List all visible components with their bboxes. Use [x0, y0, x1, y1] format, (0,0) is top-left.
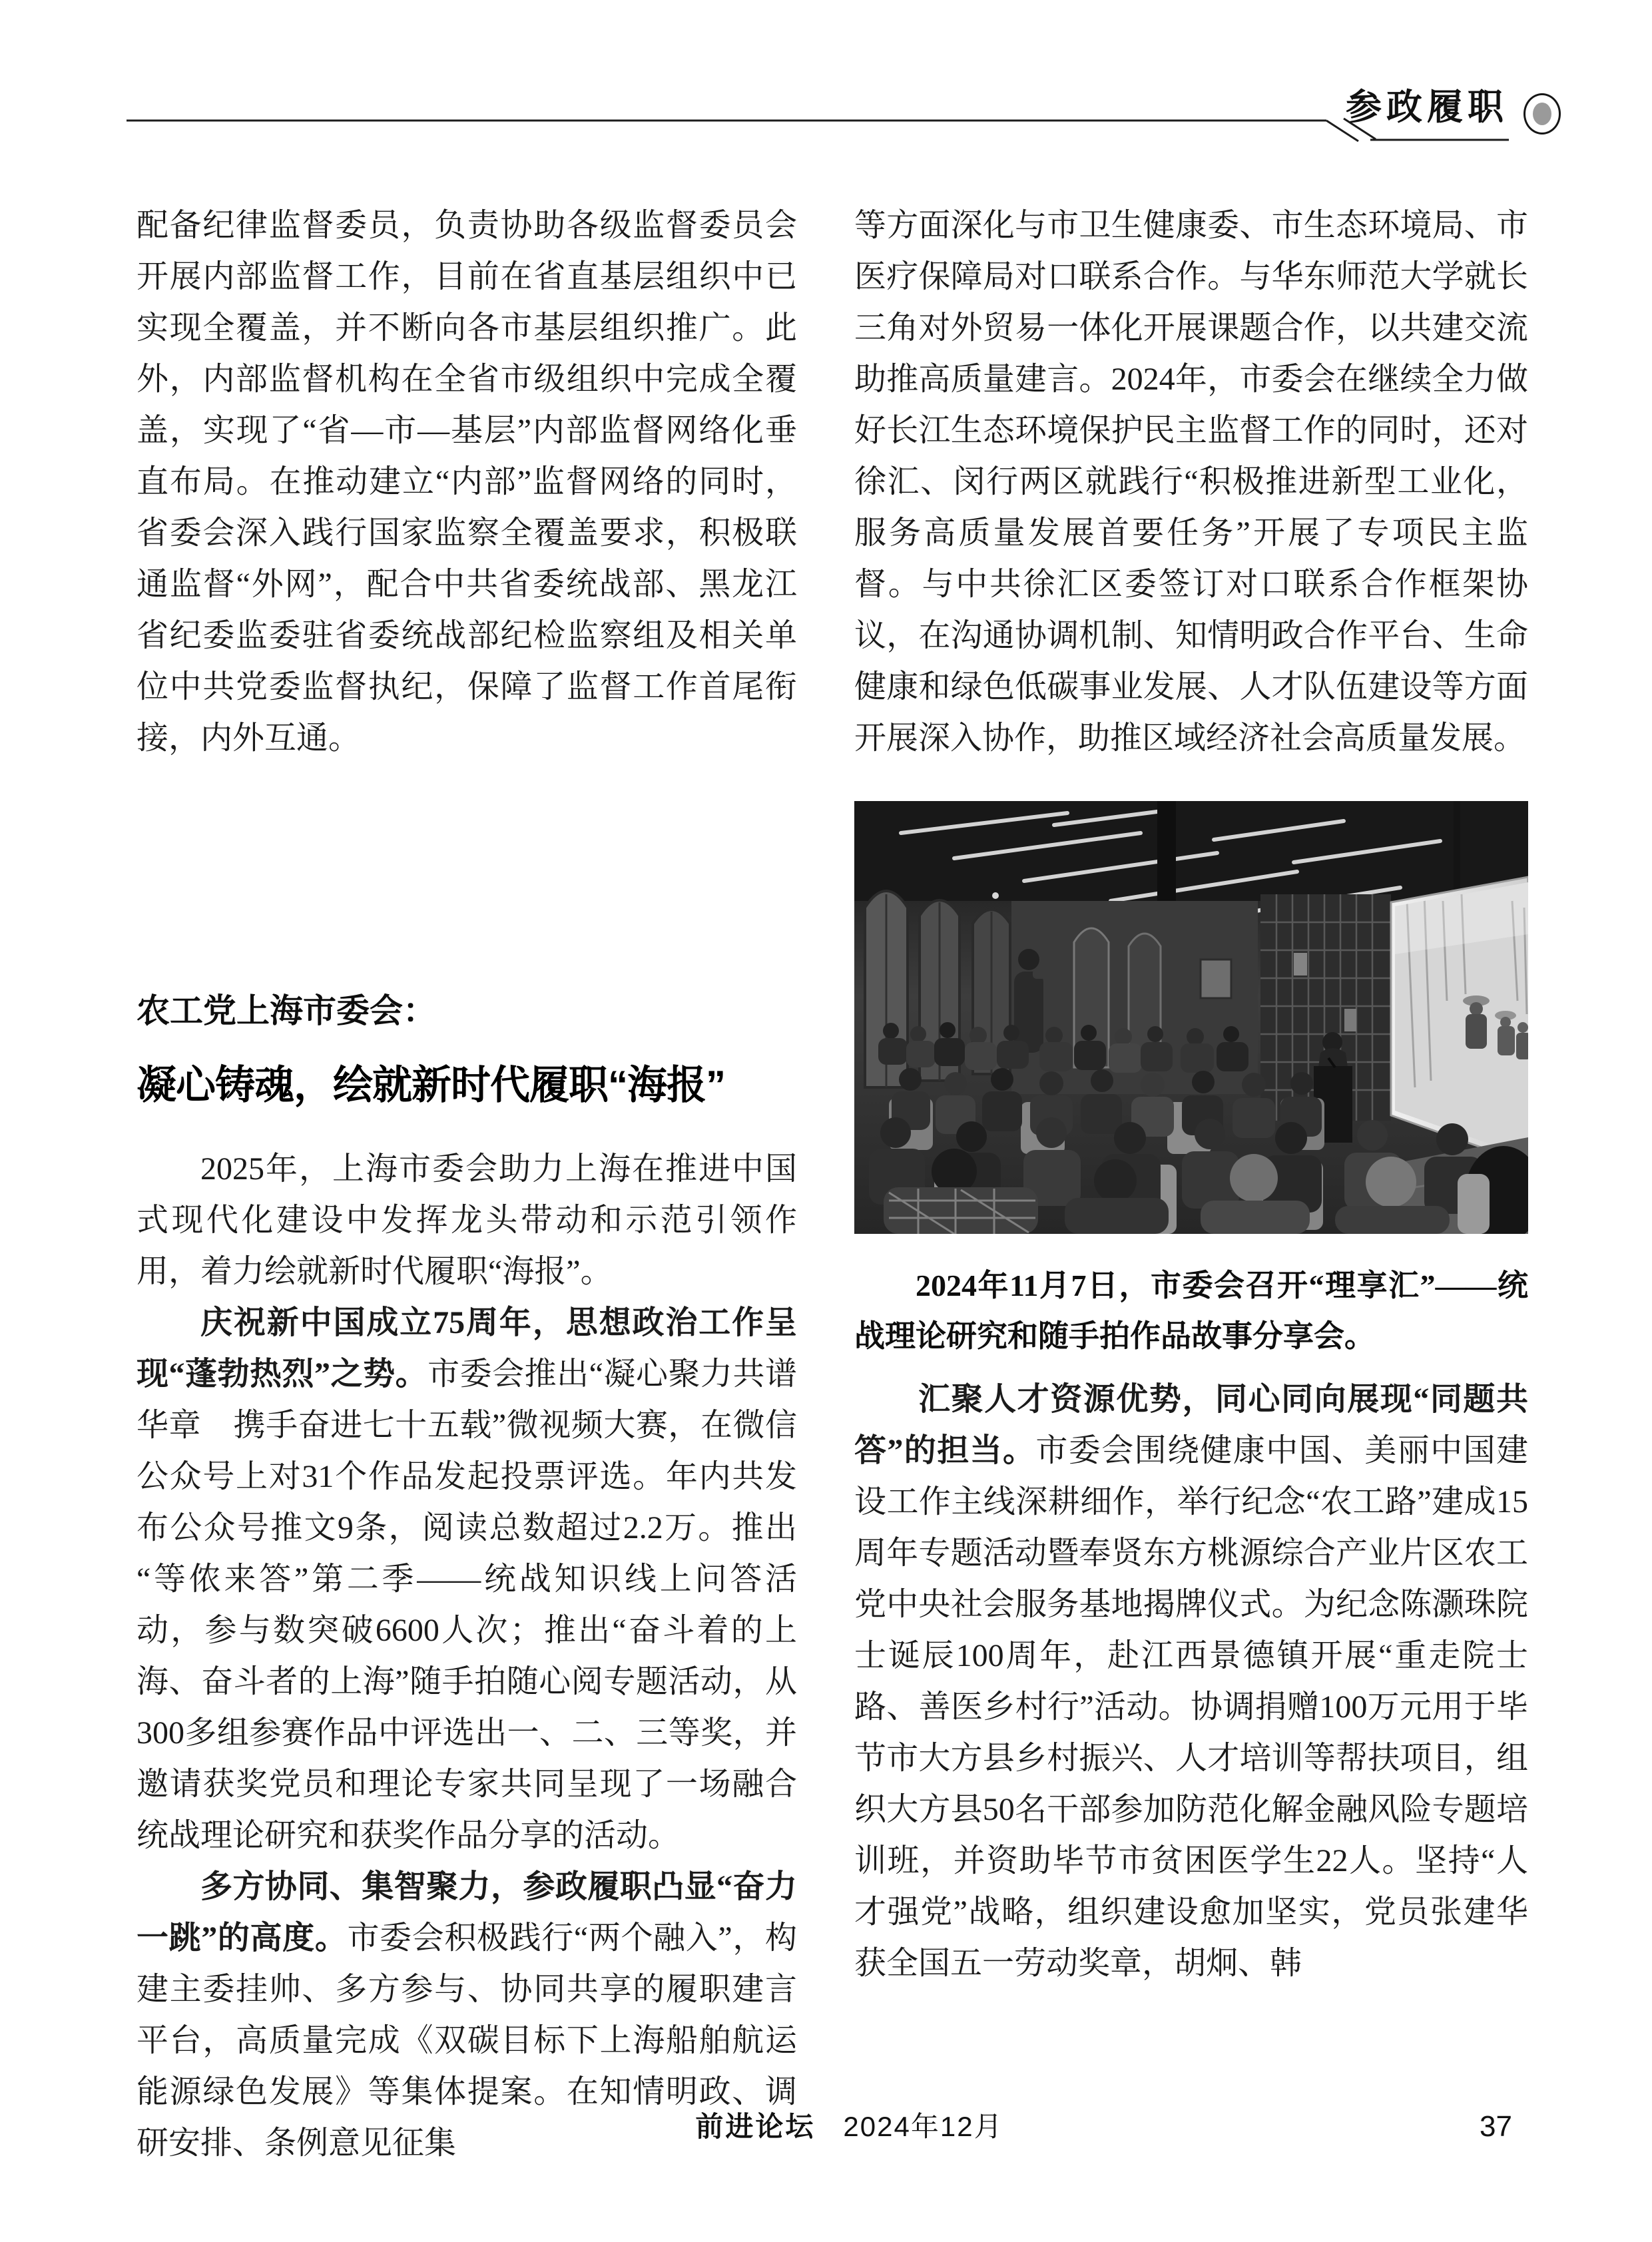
- paragraph-bold-lead: 多方协同、集智聚力，参政履职凸显“奋力一跳”的高度。: [137, 1869, 797, 1956]
- right-column: [854, 200, 1528, 1989]
- page-footer: [0, 2109, 1652, 2144]
- paragraph-bold-lead: 庆祝新中国成立75周年，思想政治工作呈现“蓬勃热烈”之势。: [137, 1305, 797, 1392]
- paragraph-thought-work: [137, 1297, 797, 1861]
- photo-caption: 2024年11月7日，市委会召开“理享汇”——统战理论研究和随手拍作品故事分享会。: [854, 1268, 1528, 1353]
- section-bullet-icon: [1523, 93, 1561, 135]
- paragraph-body-text: 市委会积极践行“两个融入”，构建主委挂帅、多方参与、协同共享的履职建言平台，高质量完成《双碳目标下上海船舶航运能源绿色发展》等集体提案。在知情明政、调研安排、条例意见征集: [137, 1920, 797, 2161]
- left-column: [137, 200, 797, 2169]
- paragraph-body-text: 市委会推出“凝心聚力共谱华章 携手奋进七十五载”微视频大赛，在微信公众号上对31个作品发起投票评选。年内共发布公众号推文9条，阅读总数超过2.2万。推出“等侬来答”第二季——统战知识线上问答活动，参与数突破6600人次；推出“奋斗着的上海、奋斗者的上海”随手拍随心阅专题活动，从300多组参赛作品中评选出一、二、三等奖，并邀请获奖党员和理论专家共同呈现了一场融合统战理论研究和获奖作品分享的活动。: [137, 1356, 797, 1853]
- paragraph-intro: 2025年，上海市委会助力上海在推进中国式现代化建设中发挥龙头带动和示范引领作用，着力绘就新时代履职“海报”。: [137, 1151, 797, 1289]
- organization-heading: 农工党上海市委会：: [137, 992, 436, 1029]
- bullet-dot-icon: [1533, 103, 1551, 125]
- article-title: 凝心铸魂，绘就新时代履职“海报”: [137, 1063, 725, 1107]
- paragraph-talent: [854, 1374, 1528, 1989]
- section-header-label: 参政履职: [1346, 87, 1508, 127]
- meeting-photo: [854, 801, 1528, 1234]
- paragraph-body-text: 市委会围绕健康中国、美丽中国建设工作主线深耕细作，举行纪念“农工路”建成15周年专题活动暨奉贤东方桃源综合产业片区农工党中央社会服务基地揭牌仪式。为纪念陈灏珠院士诞辰100周年，赴江西景德镇开展“重走院士路、善医乡村行”活动。协调捐赠100万元用于毕节市大方县乡村振兴、人才培训等帮扶项目，组织大方县50名干部参加防范化解金融风险专题培训班，并资助毕节市贫困医学生22人。坚持“人才强党”战略，组织建设愈加坚实，党员张建华获全国五一劳动奖章，胡炯、韩: [854, 1433, 1528, 1981]
- meeting-photo-graphic: [854, 801, 1528, 1234]
- paragraph-bold-lead: 汇聚人才资源优势，同心同向展现“同题共答”的担当。: [854, 1382, 1528, 1468]
- page-number: 37: [1480, 2110, 1512, 2143]
- paragraph-continuation: 等方面深化与市卫生健康委、市生态环境局、市医疗保障局对口联系合作。与华东师范大学就长三角对外贸易一体化开展课题合作，以共建交流助推高质量建言。2024年，市委会在继续全力做好长江生态环境保护民主监督工作的同时，还对徐汇、闵行两区就践行“积极推进新型工业化，服务高质量发展首要任务”开展了专项民主监督。与中共徐汇区委签订对口联系合作框架协议，在沟通协调机制、知情明政合作平台、生命健康和绿色低碳事业发展、人才队伍建设等方面开展深入协作，助推区域经济社会高质量发展。: [854, 208, 1528, 756]
- paragraph-continuation: 配备纪律监督委员，负责协助各级监督委员会开展内部监督工作，目前在省直基层组织中已实现全覆盖，并不断向各市基层组织推广。此外，内部监督机构在全省市级组织中完成全覆盖，实现了“省—市—基层”内部监督网络化垂直布局。在推动建立“内部”监督网络的同时，省委会深入践行国家监察全覆盖要求，积极联通监督“外网”，配合中共省委统战部、黑龙江省纪委监委驻省委统战部纪检监察组及相关单位中共党委监督执纪，保障了监督工作首尾衔接，内外互通。: [137, 208, 797, 756]
- journal-name: 前进论坛: [695, 2111, 816, 2142]
- issue-date: 2024年12月: [843, 2111, 1003, 2142]
